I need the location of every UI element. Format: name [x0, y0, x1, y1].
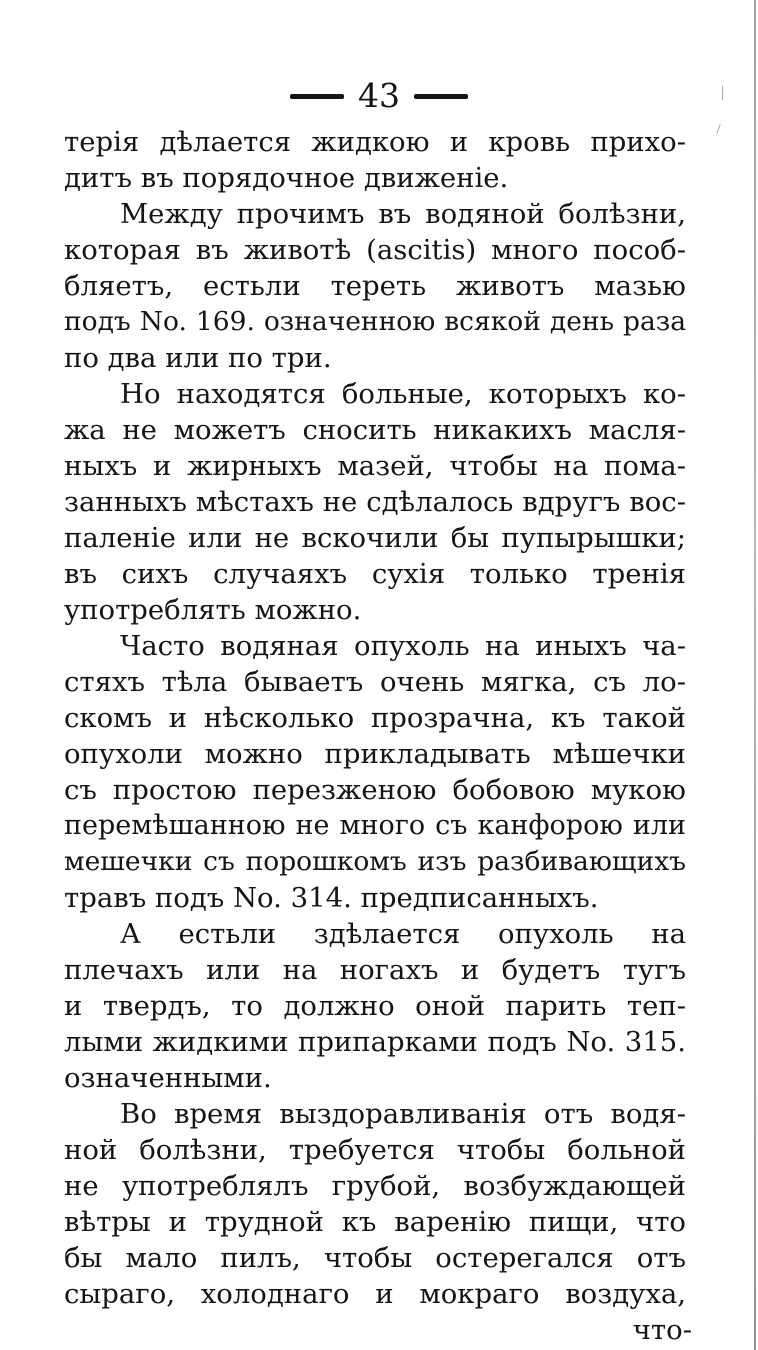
text-line: перемѣшанною не много съ канфорою или — [64, 810, 686, 841]
page-number: 43 — [358, 76, 400, 115]
text-line: означенными. — [64, 1062, 272, 1094]
text-line: въ сихъ случаяхъ сухія только тренія — [64, 558, 686, 590]
text-line: Во время выздоравливанія отъ водя- — [120, 1098, 686, 1130]
text-line: не употреблялъ грубой, возбуждающей — [64, 1170, 686, 1202]
text-line: употреблять можно. — [64, 594, 362, 626]
text-line: и твердъ, то должно оной парить теп- — [64, 990, 686, 1022]
text-line: Часто водяная опухоль на иныхъ ча- — [120, 630, 686, 662]
text-line: паленіе или не вскочили бы пупырышки; — [64, 522, 686, 554]
text-line: занныхъ мѣстахъ не сдѣлалось вдругъ вос- — [64, 486, 686, 518]
text-line: терія дѣлается жидкою и кровь прихо- — [64, 126, 686, 158]
text-line: лыми жидкими припарками подъ No. 315. — [64, 1026, 686, 1058]
text-line: ныхъ и жирныхъ мазей, чтобы на пома- — [64, 450, 686, 482]
text-line: сыраго, холоднаго и мокраго воздуха, — [64, 1278, 686, 1310]
text-line: бляетъ, естьли тереть животъ мазью — [64, 270, 686, 302]
text-line: дитъ въ порядочное движеніе. — [64, 162, 509, 194]
text-line: подъ No. 169. означенною всякой день раза — [64, 306, 686, 337]
text-line: плечахъ или на ногахъ и будетъ тугъ — [64, 954, 686, 986]
text-line: А естьли здѣлается опухоль на — [120, 918, 686, 950]
text-line: съ простою перезженою бобовою мукою — [64, 774, 686, 806]
text-line: по два или по три. — [64, 342, 332, 374]
text-line: опухоли можно прикладывать мѣшечки — [64, 738, 686, 770]
text-line: бы мало пилъ, чтобы остерегался отъ — [64, 1242, 686, 1274]
text-line: жа не можетъ сносить никакихъ масля- — [64, 414, 686, 446]
text-line: Между прочимъ въ водяной болѣзни, — [120, 198, 686, 230]
text-line: стяхъ тѣла бываетъ очень мягка, съ ло- — [64, 666, 686, 698]
text-line: Но находятся больные, которыхъ ко- — [120, 378, 686, 410]
catchword: что- — [632, 1314, 692, 1346]
text-line: скомъ и нѣсколько прозрачна, къ такой — [64, 702, 686, 734]
text-line: вѣтры и трудной къ варенію пищи, что — [64, 1206, 686, 1238]
text-line: мешечки съ порошкомъ изъ разбивающихъ — [64, 846, 686, 877]
text-line: которая въ животѣ (ascitis) много пособ- — [64, 234, 686, 266]
text-line: травъ подъ No. 314. предписанныхъ. — [64, 882, 599, 914]
text-line: ной болѣзни, требуется чтобы больной — [64, 1134, 686, 1166]
